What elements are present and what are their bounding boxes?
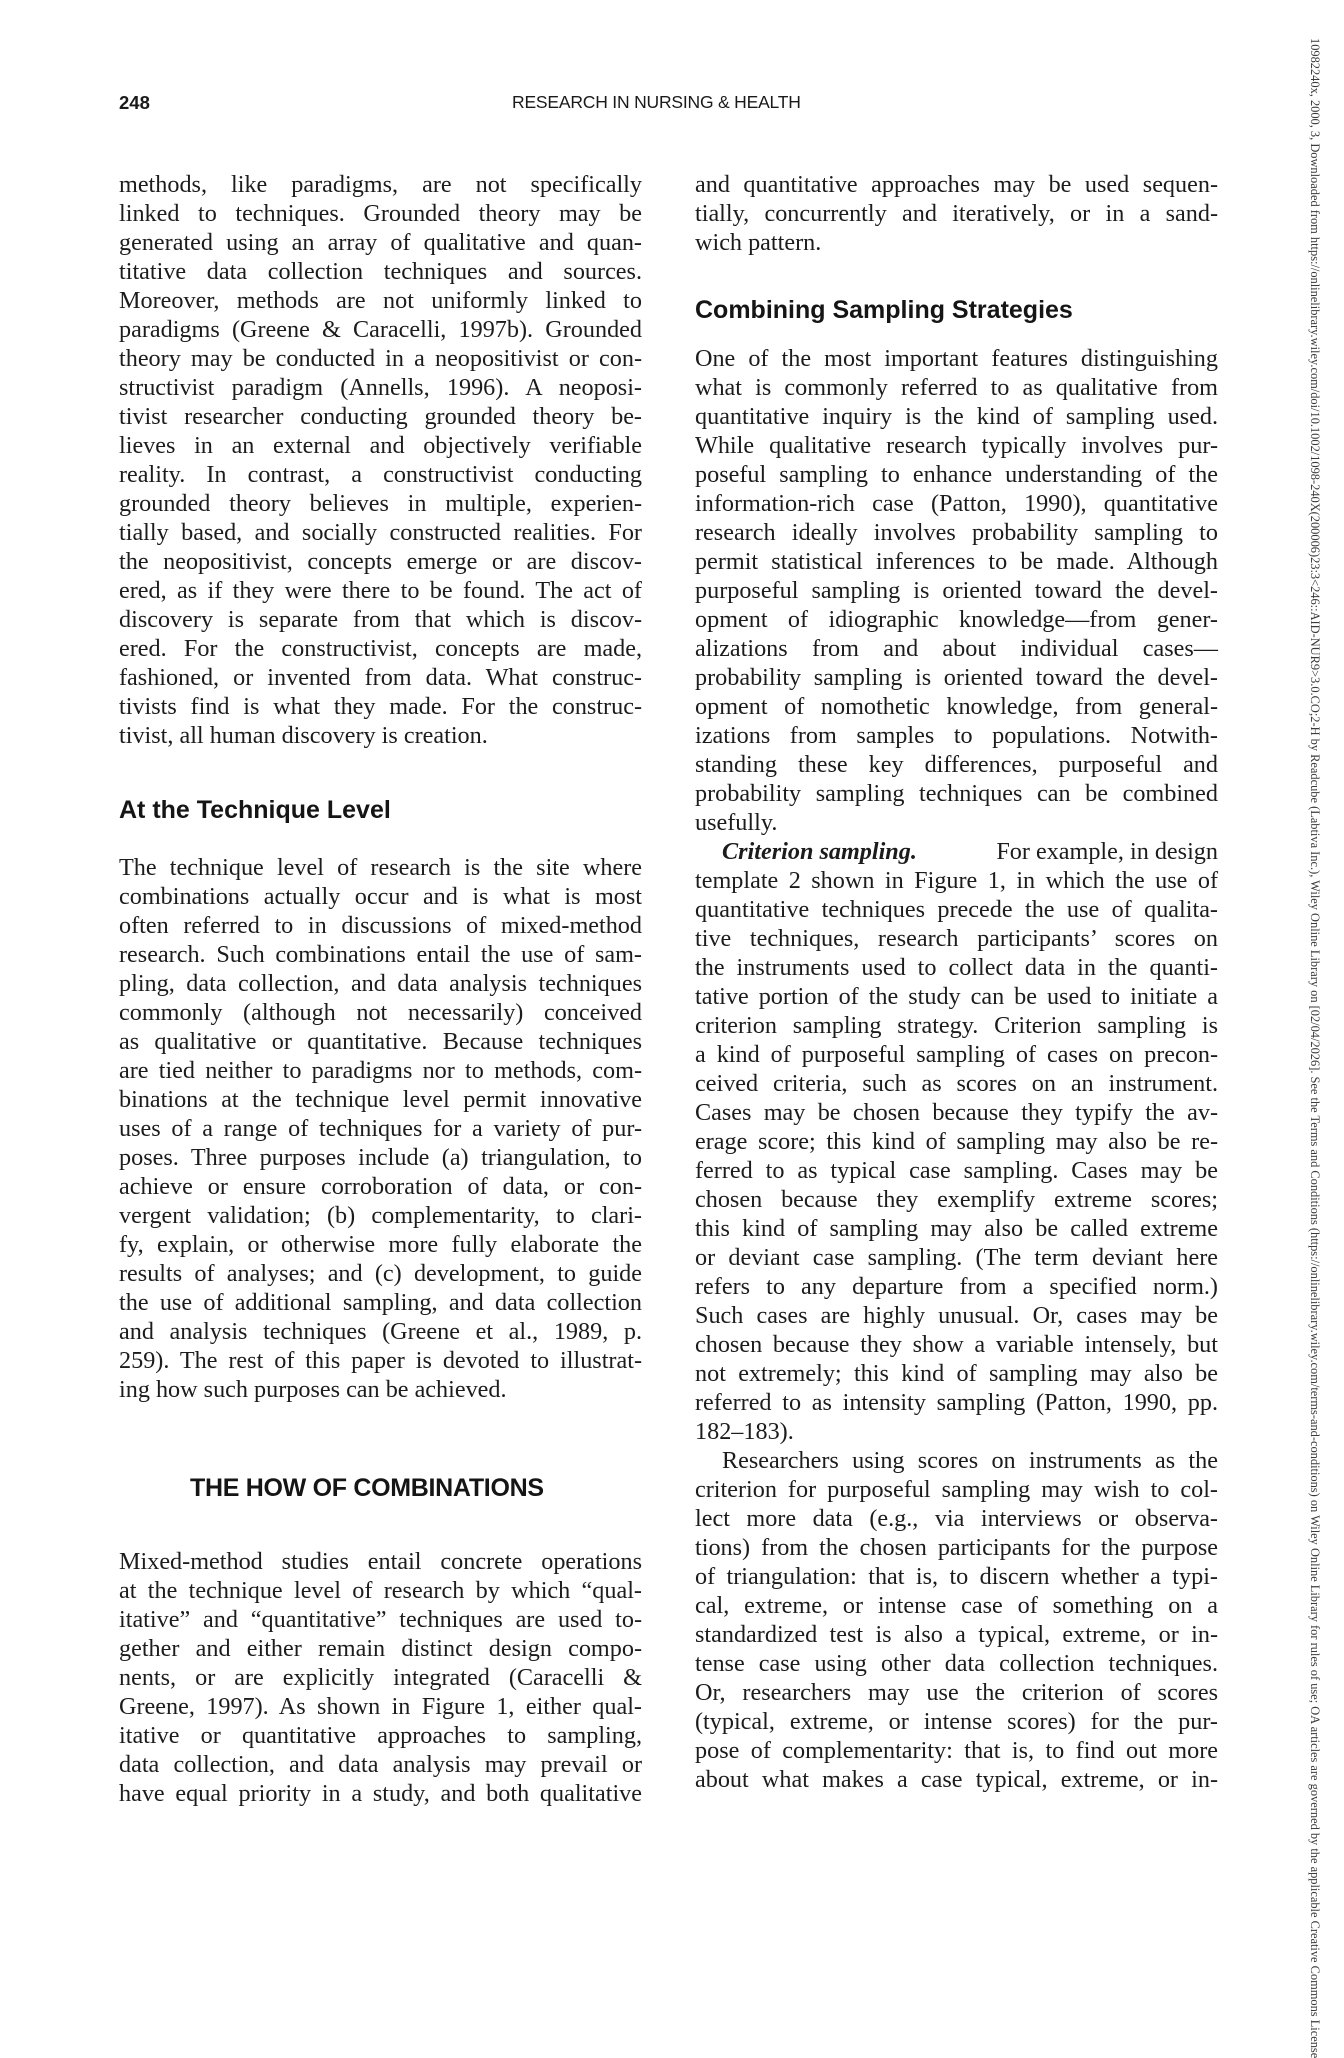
text-line: The technique level of research is the site where [119, 854, 642, 881]
text-line: cal, extreme, or intense case of something on a [695, 1592, 1218, 1619]
text-line: erage score; this kind of sampling may also be re- [695, 1128, 1218, 1155]
text-line: ered, as if they were there to be found. The act of [119, 577, 642, 604]
text-line: (typical, extreme, or intense scores) for the pur- [695, 1708, 1218, 1735]
text-line: tivist, all human discovery is creation. [119, 722, 488, 749]
text-line: this kind of sampling may also be called extreme [695, 1215, 1218, 1242]
text-line: what is commonly referred to as qualitative from [695, 374, 1218, 401]
text-line: at the technique level of research by which “qual- [119, 1577, 642, 1604]
text-line: opment of idiographic knowledge—from gener- [695, 606, 1218, 633]
text-line: tative portion of the study can be used to initiate a [695, 983, 1218, 1010]
text-line: pose of complementarity: that is, to find out more [695, 1737, 1218, 1764]
text-line: refers to any departure from a specified norm.) [695, 1273, 1218, 1300]
text-line: not extremely; this kind of sampling may also be [695, 1360, 1218, 1387]
text-line: tense case using other data collection techniques. [695, 1650, 1218, 1677]
text-line: lieves in an external and objectively verifiable [119, 432, 642, 459]
text-line: paradigms (Greene & Caracelli, 1997b). Grounded [119, 316, 642, 343]
text-line: template 2 shown in Figure 1, in which the use of [695, 867, 1218, 894]
text-line: reality. In contrast, a constructivist conducting [119, 461, 642, 488]
text-line: about what makes a case typical, extreme, or in- [695, 1766, 1218, 1793]
text-line: criterion for purposeful sampling may wish to col- [695, 1476, 1218, 1503]
text-line [695, 837, 1218, 866]
text-line: a kind of purposeful sampling of cases on precon- [695, 1041, 1218, 1068]
text-line: tivist researcher conducting grounded theory be- [119, 403, 642, 430]
text-line: lect more data (e.g., via interviews or observa- [695, 1505, 1218, 1532]
text-line: ceived criteria, such as scores on an instrument. [695, 1070, 1218, 1097]
text-line: are tied neither to paradigms nor to methods, com- [119, 1057, 642, 1084]
text-line: the use of additional sampling, and data collection [119, 1289, 642, 1316]
text-line: 182–183). [695, 1418, 794, 1445]
text-line: standing these key differences, purposeful and [695, 751, 1218, 778]
subsection-heading-technique-level: At the Technique Level [119, 796, 391, 824]
text-line: chosen because they show a variable intensely, but [695, 1331, 1218, 1358]
text-line: While qualitative research typically involves pur- [695, 432, 1218, 459]
text-line: of triangulation: that is, to discern whether a typi- [695, 1563, 1218, 1590]
text-line: probability sampling is oriented toward the devel- [695, 664, 1218, 691]
text-line: generated using an array of qualitative and quan- [119, 229, 642, 256]
text-line: tially, concurrently and iteratively, or in a sand- [695, 200, 1218, 227]
text-line: as qualitative or quantitative. Because techniques [119, 1028, 642, 1055]
text-line: opment of nomothetic knowledge, from general- [695, 693, 1218, 720]
text-line: alizations from and about individual cases— [695, 635, 1218, 662]
text-line: quantitative inquiry is the kind of sampling used. [695, 403, 1218, 430]
text-line: data collection, and data analysis may prevail or [119, 1751, 642, 1778]
text-line: usefully. [695, 809, 778, 836]
text-line: itative” and “quantitative” techniques are used to- [119, 1606, 642, 1633]
text-line: Researchers using scores on instruments as the [722, 1447, 1218, 1474]
text-line: poses. Three purposes include (a) triangulation, to [119, 1144, 642, 1171]
text-line: Mixed-method studies entail concrete operations [119, 1548, 642, 1575]
text-line: achieve or ensure corroboration of data, or con- [119, 1173, 642, 1200]
text-line: izations from samples to populations. Notwith- [695, 722, 1218, 749]
text-line: combinations actually occur and is what is most [119, 883, 642, 910]
text-line: ered. For the constructivist, concepts are made, [119, 635, 642, 662]
text-line: One of the most important features distinguishing [695, 345, 1218, 372]
text-line: fy, explain, or otherwise more fully elaborate the [119, 1231, 642, 1258]
text-line: tivists find is what they made. For the construc- [119, 693, 642, 720]
text-line: uses of a range of techniques for a variety of pur- [119, 1115, 642, 1142]
run-in-heading-criterion-sampling: Criterion sampling. [722, 838, 917, 865]
page-number: 248 [119, 92, 150, 113]
text-line: and analysis techniques (Greene et al., 1989, p. [119, 1318, 642, 1345]
text-line: 259). The rest of this paper is devoted to illustrat- [119, 1347, 642, 1374]
text-line: fashioned, or invented from data. What construc- [119, 664, 642, 691]
text-line: ing how such purposes can be achieved. [119, 1376, 507, 1403]
text-line: structivist paradigm (Annells, 1996). A neoposi- [119, 374, 642, 401]
text-line: chosen because they exemplify extreme scores; [695, 1186, 1218, 1213]
text-line: itative or quantitative approaches to sampling, [119, 1722, 642, 1749]
text-line: Greene, 1997). As shown in Figure 1, either qual- [119, 1693, 642, 1720]
text-line: Cases may be chosen because they typify the av- [695, 1099, 1218, 1126]
text-line: grounded theory believes in multiple, experien- [119, 490, 642, 517]
text-line: Moreover, methods are not uniformly linked to [119, 287, 642, 314]
text-line: methods, like paradigms, are not specifically [119, 171, 642, 198]
text-line: nents, or are explicitly integrated (Caracelli & [119, 1664, 642, 1691]
download-notice-text: 10982240x, 2000, 3, Downloaded from https://onlinelibrary.wiley.com/doi/10.1002/1098-240X(200006)23:3<246::AID-NUR9>3.0.CO;2-H by Readcube (Labtiva Inc.), Wiley Online Library on [02/04/2026]. See the Terms and Conditions (https://onlinelibrary.wiley.com/terms-and-conditions) on Wiley Online Library for rules of use; OA articles are governed by the applicable Creative Commons License [1308, 38, 1322, 2058]
text-line: standardized test is also a typical, extreme, or in- [695, 1621, 1218, 1648]
text-line: research. Such combinations entail the use of sam- [119, 941, 642, 968]
text-line: titative data collection techniques and sources. [119, 258, 642, 285]
text-line: vergent validation; (b) complementarity, to clari- [119, 1202, 642, 1229]
text-line: binations at the technique level permit innovative [119, 1086, 642, 1113]
text-line: research ideally involves probability sampling to [695, 519, 1218, 546]
subsection-heading-combining-sampling: Combining Sampling Strategies [695, 296, 1073, 324]
text-line: permit statistical inferences to be made. Although [695, 548, 1218, 575]
text-line: theory may be conducted in a neopositivist or con- [119, 345, 642, 372]
journal-running-title: RESEARCH IN NURSING & HEALTH [512, 92, 801, 112]
text-line: tions) from the chosen participants for the purpose [695, 1534, 1218, 1561]
text-line: the neopositivist, concepts emerge or are discov- [119, 548, 642, 575]
text-line: discovery is separate from that which is discov- [119, 606, 642, 633]
text-line: commonly (although not necessarily) conceived [119, 999, 642, 1026]
text-line: linked to techniques. Grounded theory may be [119, 200, 642, 227]
text-line: criterion sampling strategy. Criterion sampling is [695, 1012, 1218, 1039]
text-line: gether and either remain distinct design compo- [119, 1635, 642, 1662]
text-line: poseful sampling to enhance understanding of the [695, 461, 1218, 488]
text-line: referred to as intensity sampling (Patton, 1990, pp. [695, 1389, 1218, 1416]
text-line: and quantitative approaches may be used sequen- [695, 171, 1218, 198]
text-line: often referred to in discussions of mixed-method [119, 912, 642, 939]
text-line: the instruments used to collect data in the quanti- [695, 954, 1218, 981]
text-line: tive techniques, research participants’ scores on [695, 925, 1218, 952]
text-line: purposeful sampling is oriented toward the devel- [695, 577, 1218, 604]
text-fragment: For example, in design [996, 838, 1218, 865]
text-line: quantitative techniques precede the use of qualita- [695, 896, 1218, 923]
text-line: ferred to as typical case sampling. Cases may be [695, 1157, 1218, 1184]
text-line: wich pattern. [695, 229, 822, 256]
text-line: pling, data collection, and data analysis techniques [119, 970, 642, 997]
text-line: probability sampling techniques can be combined [695, 780, 1218, 807]
text-line: have equal priority in a study, and both qualitative [119, 1780, 642, 1807]
download-notice-sidebar [1306, 38, 1326, 2058]
text-line: Or, researchers may use the criterion of scores [695, 1679, 1218, 1706]
text-line: or deviant case sampling. (The term deviant here [695, 1244, 1218, 1271]
section-heading-how-of-combinations: THE HOW OF COMBINATIONS [190, 1474, 544, 1502]
text-line: results of analyses; and (c) development, to guide [119, 1260, 642, 1287]
text-line: tially based, and socially constructed realities. For [119, 519, 642, 546]
text-line: information-rich case (Patton, 1990), quantitative [695, 490, 1218, 517]
text-line: Such cases are highly unusual. Or, cases may be [695, 1302, 1218, 1329]
